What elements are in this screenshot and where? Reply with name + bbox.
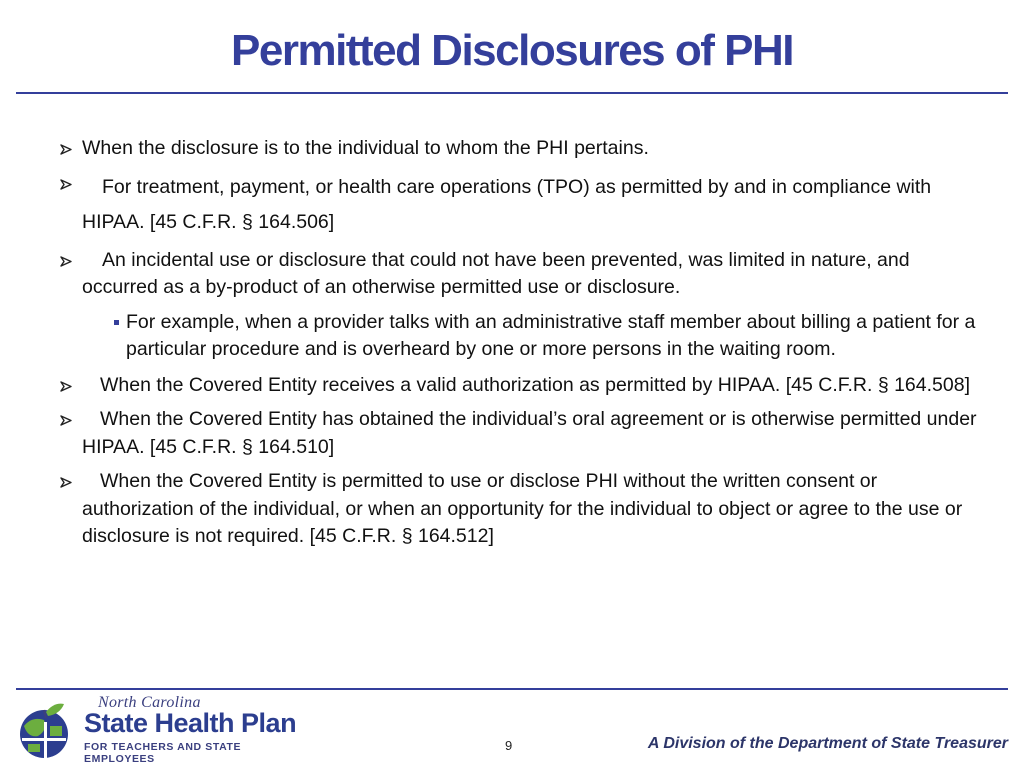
bullet-item	[60, 468, 980, 551]
apple-globe-icon	[14, 696, 78, 760]
bullet-item	[60, 135, 980, 163]
logo-state-name: North Carolina	[98, 694, 201, 711]
title-divider	[16, 92, 1008, 94]
square-bullet-icon	[114, 320, 119, 325]
division-credit: A Division of the Department of State Treasurer	[647, 735, 1008, 752]
bullet-text: When the Covered Entity has obtained the individual’s oral agreement or is otherwise permitted under HIPAA. [45 C.F.R. § 164.510]	[82, 408, 977, 458]
footer-divider	[16, 688, 1008, 690]
state-health-plan-logo	[14, 694, 304, 765]
slide-title: Permitted Disclosures of PHI	[231, 26, 793, 75]
bullet-text: When the disclosure is to the individual to whom the PHI pertains.	[82, 137, 649, 159]
arrowhead-bullet-icon	[60, 406, 74, 426]
bullet-item	[60, 372, 980, 400]
arrowhead-bullet-icon	[60, 468, 74, 488]
bullet-text: For treatment, payment, or health care operations (TPO) as permitted by and in compliance with HIPAA. [45 C.F.R. § 164.506]	[82, 175, 932, 233]
sub-bullet-text: For example, when a provider talks with an administrative staff member about billing a patient for a particular procedure and is overheard by one or more persons in the waiting room.	[126, 310, 976, 360]
arrowhead-bullet-icon	[60, 170, 74, 190]
logo-plan-name: State Health Plan	[84, 708, 297, 738]
bullet-text: When the Covered Entity receives a valid authorization as permitted by HIPAA. [45 C.F.R. § 164.508]	[100, 373, 970, 396]
bullet-text: An incidental use or disclosure that could not have been prevented, was limited in nature, and occurred as a by-product of an otherwise permitted use or disclosure.	[82, 248, 910, 298]
arrowhead-bullet-icon	[60, 372, 74, 392]
bullet-item	[60, 406, 980, 461]
page-number: 9	[505, 738, 513, 753]
bullet-item	[60, 170, 980, 240]
bullet-text: When the Covered Entity is permitted to use or disclose PHI without the written consent or authorization of the individual, or when an opportunity for the individual to object or agree to the use or disclosure is not required. [45 C.F.R. § 164.512]	[82, 470, 963, 547]
arrowhead-bullet-icon	[60, 247, 74, 267]
sub-bullet-item	[112, 309, 980, 364]
bullet-list	[60, 135, 980, 558]
arrowhead-bullet-icon	[60, 135, 74, 155]
bullet-item	[60, 247, 980, 302]
logo-tagline: FOR TEACHERS AND STATE EMPLOYEES	[84, 741, 242, 765]
